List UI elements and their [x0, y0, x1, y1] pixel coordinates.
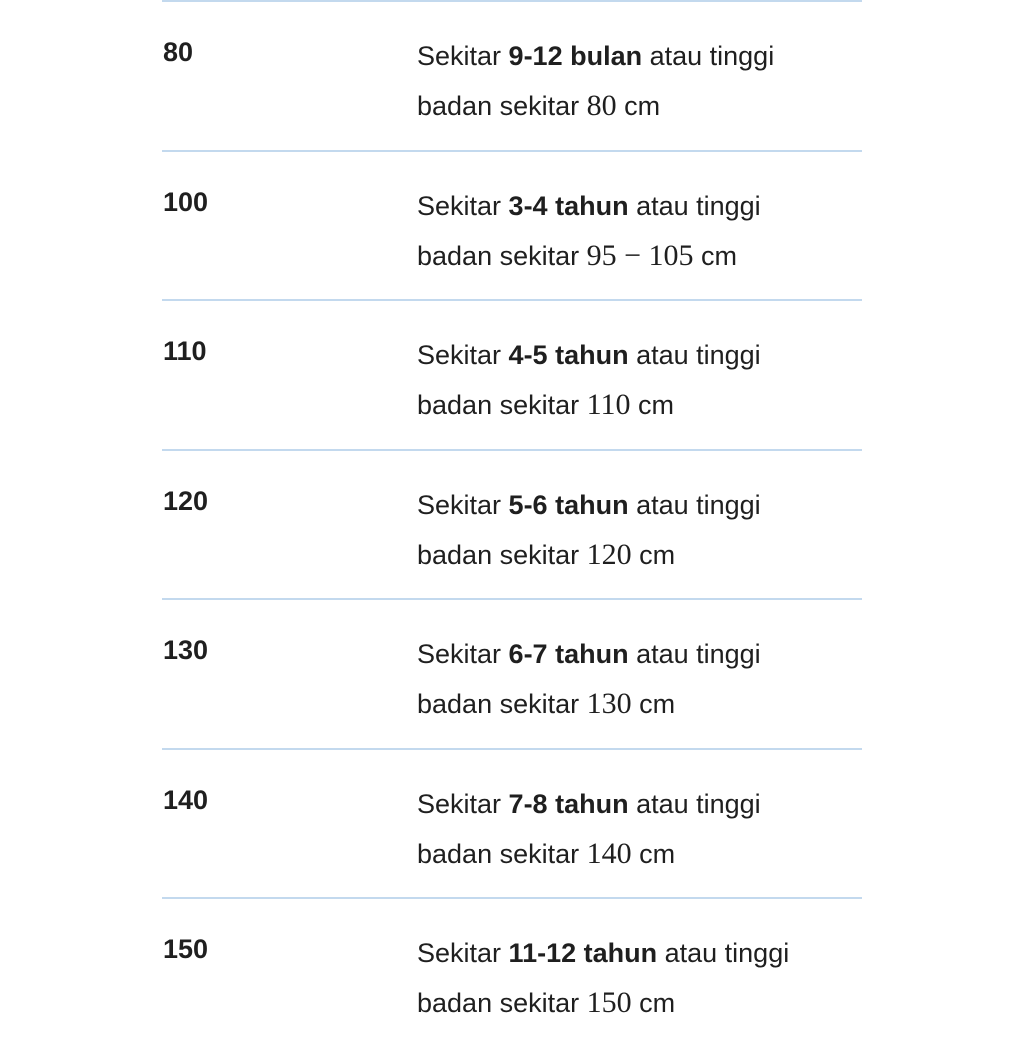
description-cell	[417, 630, 857, 729]
description-suffix: atau tinggi	[628, 489, 761, 520]
size-cell: 150	[163, 934, 209, 964]
height-prefix: badan sekitar	[417, 240, 587, 271]
height-unit: cm	[693, 240, 738, 271]
description-suffix: atau tinggi	[628, 788, 761, 819]
height-unit: cm	[630, 390, 674, 420]
description-suffix: atau tinggi	[642, 41, 775, 71]
age-range: 7-8 tahun	[508, 788, 629, 819]
height-prefix: badan sekitar	[417, 539, 587, 570]
description-prefix: Sekitar	[417, 489, 509, 520]
age-range: 6-7 tahun	[508, 639, 629, 669]
description-cell	[417, 929, 857, 1028]
description-prefix: Sekitar	[417, 938, 509, 968]
table-row	[162, 748, 862, 898]
size-cell: 130	[163, 635, 209, 665]
height-value: 110	[586, 388, 631, 421]
table-row	[162, 598, 862, 748]
size-cell: 80	[163, 37, 194, 67]
description-prefix: Sekitar	[417, 190, 509, 221]
description-suffix: atau tinggi	[628, 190, 761, 221]
age-range: 11-12 tahun	[508, 938, 658, 968]
height-value: 120	[586, 537, 632, 571]
description-prefix: Sekitar	[417, 41, 509, 71]
height-value: 130	[586, 687, 632, 720]
age-range: 5-6 tahun	[508, 489, 629, 520]
description-cell	[417, 481, 857, 580]
size-cell: 140	[163, 784, 209, 815]
description-cell	[417, 331, 857, 430]
height-prefix: badan sekitar	[417, 91, 587, 121]
description-prefix: Sekitar	[417, 788, 509, 819]
description-cell	[417, 32, 857, 131]
description-suffix: atau tinggi	[657, 938, 790, 968]
height-unit: cm	[631, 838, 676, 869]
description-prefix: Sekitar	[417, 340, 509, 370]
age-range: 9-12 bulan	[508, 41, 643, 71]
height-value: 140	[586, 836, 632, 870]
age-range: 4-5 tahun	[508, 340, 629, 370]
height-unit: cm	[631, 988, 676, 1018]
table-row	[162, 449, 862, 599]
size-table	[162, 0, 862, 1047]
height-value: 150	[586, 986, 632, 1019]
height-prefix: badan sekitar	[417, 689, 587, 719]
description-prefix: Sekitar	[417, 639, 509, 669]
height-prefix: badan sekitar	[417, 988, 587, 1018]
description-suffix: atau tinggi	[628, 340, 761, 370]
description-cell	[417, 182, 857, 281]
height-unit: cm	[631, 539, 676, 570]
height-prefix: badan sekitar	[417, 390, 587, 420]
table-row	[162, 0, 862, 150]
size-cell: 100	[163, 186, 209, 217]
height-value: 80	[586, 89, 617, 122]
size-cell: 120	[163, 485, 209, 516]
table-row	[162, 150, 862, 300]
height-unit: cm	[631, 689, 676, 719]
height-unit: cm	[616, 91, 661, 121]
description-suffix: atau tinggi	[628, 639, 761, 669]
height-value: 95 − 105	[586, 238, 694, 272]
description-cell	[417, 780, 857, 879]
size-cell: 110	[163, 336, 207, 366]
table-row	[162, 897, 862, 1047]
table-row	[162, 299, 862, 449]
height-prefix: badan sekitar	[417, 838, 587, 869]
age-range: 3-4 tahun	[508, 190, 629, 221]
